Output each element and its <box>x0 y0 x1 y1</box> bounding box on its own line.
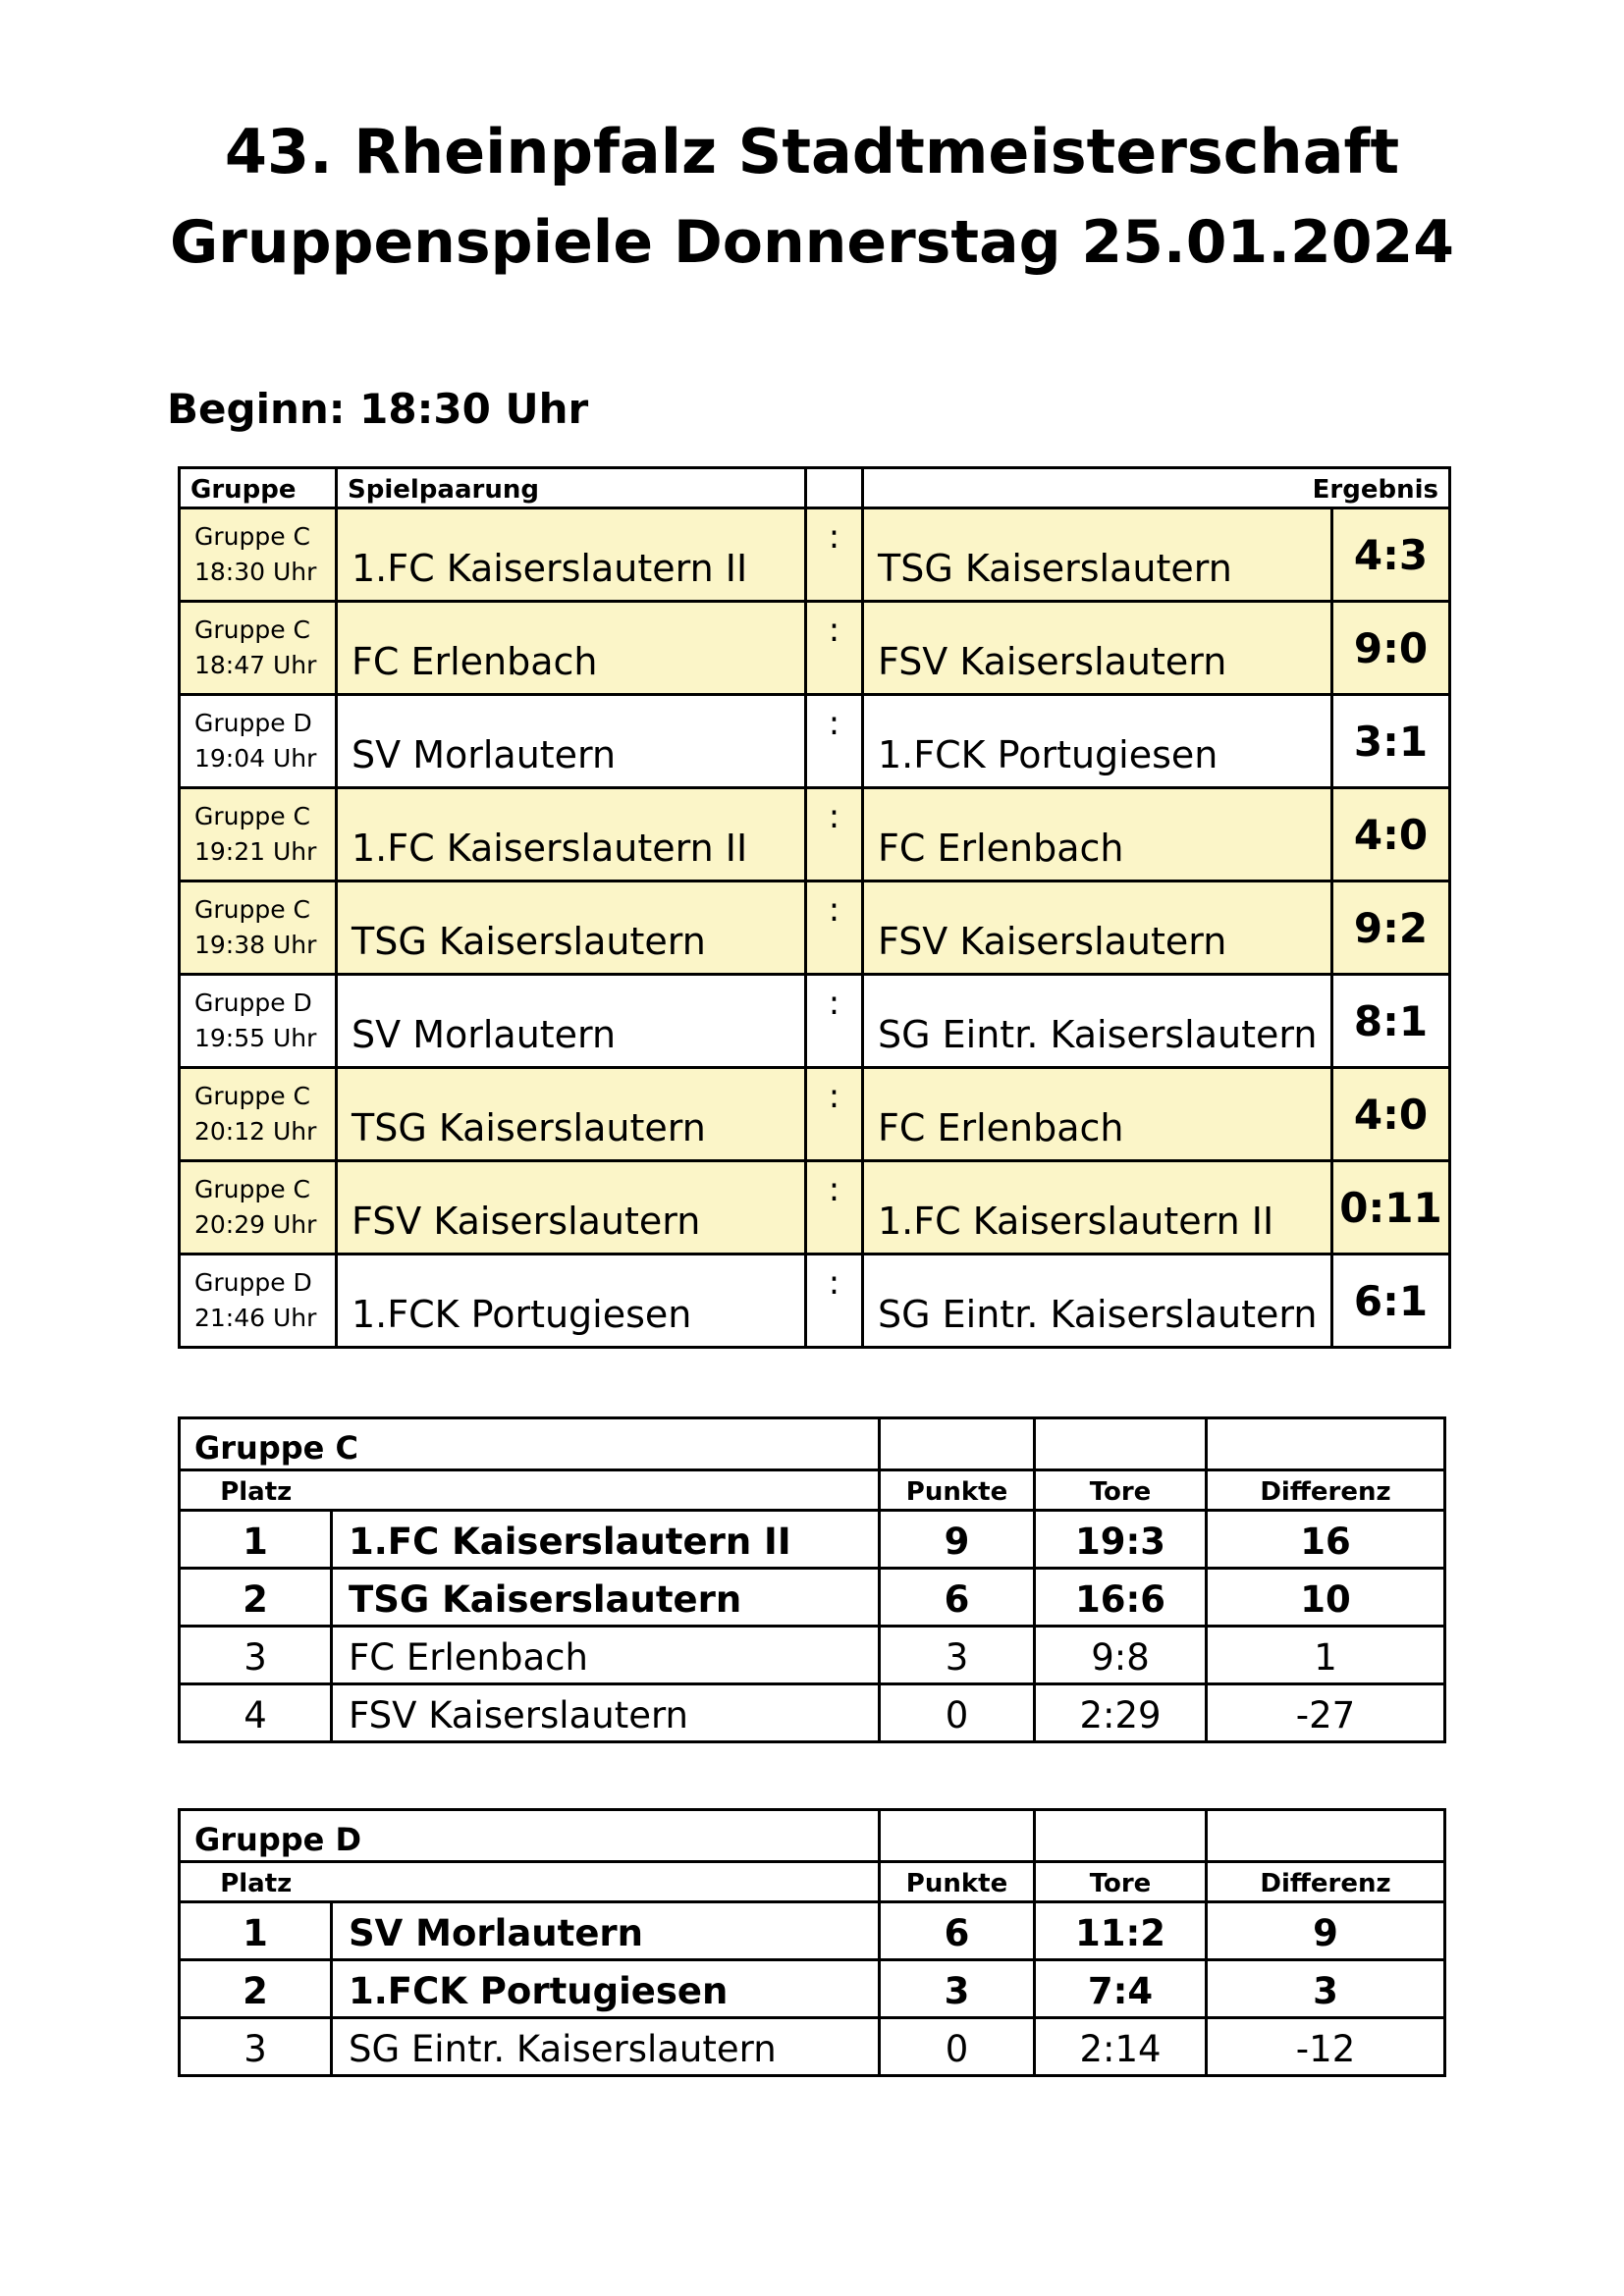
match-row <box>180 695 1450 788</box>
match-result: 8:1 <box>1332 975 1450 1068</box>
match-group-time <box>180 695 337 788</box>
differenz: 9 <box>1207 1902 1445 1960</box>
separator: : <box>806 788 863 881</box>
team-name: TSG Kaiserslautern <box>332 1569 880 1627</box>
home-team: FC Erlenbach <box>337 602 806 695</box>
standings-row <box>180 1902 1445 1960</box>
match-result: 4:0 <box>1332 1068 1450 1161</box>
group-header-row <box>180 1810 1445 1862</box>
match-result: 9:0 <box>1332 602 1450 695</box>
away-team: TSG Kaiserslautern <box>863 508 1332 602</box>
match-result: 0:11 <box>1332 1161 1450 1255</box>
punkte: 9 <box>880 1511 1035 1569</box>
standings-table-gruppe-c <box>178 1416 1446 1743</box>
team-name: FC Erlenbach <box>332 1627 880 1684</box>
team-name: SV Morlautern <box>332 1902 880 1960</box>
empty-cell <box>1035 1418 1207 1470</box>
tore: 11:2 <box>1035 1902 1207 1960</box>
home-team: 1.FCK Portugiesen <box>337 1255 806 1348</box>
away-team: FC Erlenbach <box>863 788 1332 881</box>
differenz: 1 <box>1207 1627 1445 1684</box>
tore: 2:14 <box>1035 2018 1207 2076</box>
home-team: 1.FC Kaiserslautern II <box>337 788 806 881</box>
match-time: 18:47 Uhr <box>194 651 317 679</box>
separator: : <box>806 1068 863 1161</box>
separator: : <box>806 881 863 975</box>
empty-cell <box>1207 1418 1445 1470</box>
match-group-time <box>180 602 337 695</box>
away-team: SG Eintr. Kaiserslautern <box>863 1255 1332 1348</box>
match-time: 20:12 Uhr <box>194 1117 317 1146</box>
punkte: 6 <box>880 1902 1035 1960</box>
match-result: 4:0 <box>1332 788 1450 881</box>
separator: : <box>806 975 863 1068</box>
team-name: FSV Kaiserslautern <box>332 1684 880 1742</box>
away-team: FSV Kaiserslautern <box>863 881 1332 975</box>
page-title: 43. Rheinpfalz Stadtmeisterschaft <box>224 116 1400 187</box>
match-group-time <box>180 1255 337 1348</box>
match-row <box>180 602 1450 695</box>
match-group-time <box>180 881 337 975</box>
punkte: 0 <box>880 1684 1035 1742</box>
away-team: FSV Kaiserslautern <box>863 602 1332 695</box>
home-team: TSG Kaiserslautern <box>337 881 806 975</box>
platz: 3 <box>180 1627 332 1684</box>
header-spielpaarung: Spielpaarung <box>337 468 806 508</box>
match-time: 21:46 Uhr <box>194 1304 317 1332</box>
platz: 1 <box>180 1902 332 1960</box>
match-group: Gruppe C <box>194 1082 311 1110</box>
tore: 2:29 <box>1035 1684 1207 1742</box>
differenz: 16 <box>1207 1511 1445 1569</box>
group-header-row <box>180 1418 1445 1470</box>
home-team: FSV Kaiserslautern <box>337 1161 806 1255</box>
home-team: SV Morlautern <box>337 695 806 788</box>
platz: 4 <box>180 1684 332 1742</box>
match-schedule-table <box>178 466 1451 1349</box>
match-row <box>180 1068 1450 1161</box>
match-group-time <box>180 1068 337 1161</box>
differenz: -12 <box>1207 2018 1445 2076</box>
standings-row <box>180 2018 1445 2076</box>
punkte: 3 <box>880 1627 1035 1684</box>
header-punkte: Punkte <box>880 1862 1035 1902</box>
away-team: 1.FC Kaiserslautern II <box>863 1161 1332 1255</box>
header-platz: Platz <box>180 1862 332 1902</box>
away-team: 1.FCK Portugiesen <box>863 695 1332 788</box>
empty-cell <box>880 1418 1035 1470</box>
schedule-header-row <box>180 468 1450 508</box>
differenz: -27 <box>1207 1684 1445 1742</box>
match-group: Gruppe C <box>194 522 311 551</box>
tore: 9:8 <box>1035 1627 1207 1684</box>
match-group: Gruppe C <box>194 802 311 830</box>
match-time: 20:29 Uhr <box>194 1210 317 1239</box>
column-header-row <box>180 1862 1445 1902</box>
match-group: Gruppe D <box>194 709 312 737</box>
header-punkte: Punkte <box>880 1470 1035 1511</box>
page-subtitle: Gruppenspiele Donnerstag 25.01.2024 <box>170 208 1454 277</box>
match-group: Gruppe C <box>194 895 311 924</box>
match-result: 4:3 <box>1332 508 1450 602</box>
match-group: Gruppe D <box>194 988 312 1017</box>
platz: 2 <box>180 1960 332 2018</box>
empty-cell <box>880 1810 1035 1862</box>
match-row <box>180 975 1450 1068</box>
match-row <box>180 1255 1450 1348</box>
match-row <box>180 1161 1450 1255</box>
punkte: 6 <box>880 1569 1035 1627</box>
group-name: Gruppe D <box>180 1810 880 1862</box>
standings-row <box>180 1569 1445 1627</box>
home-team: SV Morlautern <box>337 975 806 1068</box>
differenz: 10 <box>1207 1569 1445 1627</box>
header-gruppe: Gruppe <box>180 468 337 508</box>
match-group: Gruppe C <box>194 1175 311 1203</box>
standings-row <box>180 1684 1445 1742</box>
match-time: 19:21 Uhr <box>194 837 317 866</box>
differenz: 3 <box>1207 1960 1445 2018</box>
platz: 1 <box>180 1511 332 1569</box>
match-time: 19:38 Uhr <box>194 931 317 959</box>
match-group-time <box>180 975 337 1068</box>
separator: : <box>806 508 863 602</box>
match-time: 19:04 Uhr <box>194 744 317 773</box>
match-result: 3:1 <box>1332 695 1450 788</box>
match-group-time <box>180 788 337 881</box>
match-group-time <box>180 508 337 602</box>
match-time: 18:30 Uhr <box>194 558 317 586</box>
match-time: 19:55 Uhr <box>194 1024 317 1052</box>
tore: 16:6 <box>1035 1569 1207 1627</box>
standings-row <box>180 1627 1445 1684</box>
header-tore: Tore <box>1035 1470 1207 1511</box>
match-result: 6:1 <box>1332 1255 1450 1348</box>
match-row <box>180 508 1450 602</box>
start-time: Beginn: 18:30 Uhr <box>167 385 589 433</box>
match-group: Gruppe C <box>194 615 311 644</box>
punkte: 0 <box>880 2018 1035 2076</box>
standings-row <box>180 1960 1445 2018</box>
standings-row <box>180 1511 1445 1569</box>
standings-table-gruppe-d <box>178 1808 1446 2077</box>
column-header-row <box>180 1470 1445 1511</box>
header-team <box>332 1470 880 1511</box>
group-name: Gruppe C <box>180 1418 880 1470</box>
header-differenz: Differenz <box>1207 1470 1445 1511</box>
separator: : <box>806 602 863 695</box>
match-row <box>180 788 1450 881</box>
home-team: 1.FC Kaiserslautern II <box>337 508 806 602</box>
tore: 19:3 <box>1035 1511 1207 1569</box>
header-separator <box>806 468 863 508</box>
separator: : <box>806 1255 863 1348</box>
away-team: SG Eintr. Kaiserslautern <box>863 975 1332 1068</box>
home-team: TSG Kaiserslautern <box>337 1068 806 1161</box>
header-team <box>332 1862 880 1902</box>
match-result: 9:2 <box>1332 881 1450 975</box>
header-differenz: Differenz <box>1207 1862 1445 1902</box>
team-name: 1.FCK Portugiesen <box>332 1960 880 2018</box>
match-row <box>180 881 1450 975</box>
header-tore: Tore <box>1035 1862 1207 1902</box>
platz: 3 <box>180 2018 332 2076</box>
punkte: 3 <box>880 1960 1035 2018</box>
match-group-time <box>180 1161 337 1255</box>
empty-cell <box>1035 1810 1207 1862</box>
platz: 2 <box>180 1569 332 1627</box>
tore: 7:4 <box>1035 1960 1207 2018</box>
separator: : <box>806 1161 863 1255</box>
header-ergebnis: Ergebnis <box>863 468 1450 508</box>
team-name: 1.FC Kaiserslautern II <box>332 1511 880 1569</box>
match-group: Gruppe D <box>194 1268 312 1297</box>
separator: : <box>806 695 863 788</box>
away-team: FC Erlenbach <box>863 1068 1332 1161</box>
empty-cell <box>1207 1810 1445 1862</box>
header-platz: Platz <box>180 1470 332 1511</box>
team-name: SG Eintr. Kaiserslautern <box>332 2018 880 2076</box>
